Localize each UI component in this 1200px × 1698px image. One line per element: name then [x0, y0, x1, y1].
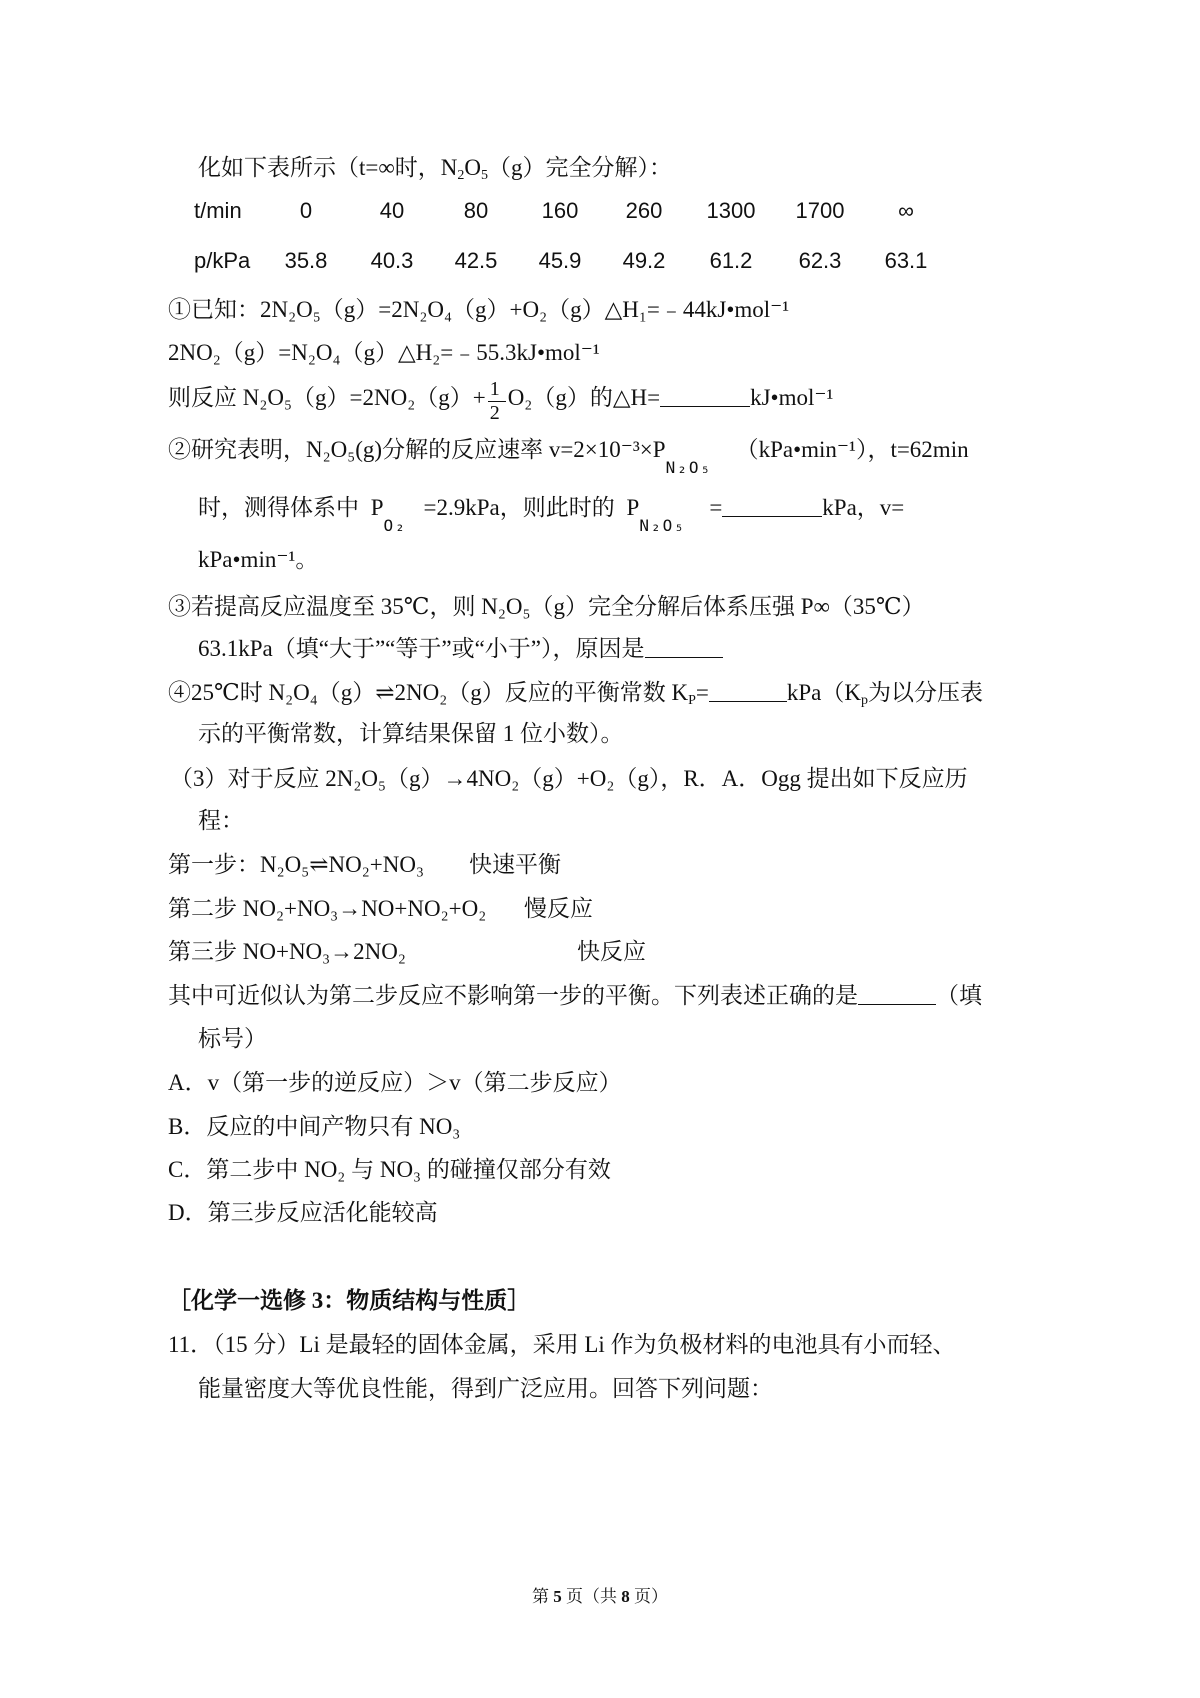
answer-blank-reason[interactable]: [645, 635, 723, 658]
q4-line2: 示的平衡常数，计算结果保留 1 位小数）。: [198, 721, 624, 746]
q1-line3-unit: kJ•mol⁻¹: [750, 385, 834, 410]
table-cell: 160: [541, 198, 579, 223]
q2-line1-text-b: （kPa•min⁻¹），t=62min: [735, 437, 969, 462]
part3-question-text-b: （填: [936, 983, 982, 1008]
q11-line2: 能量密度大等优良性能，得到广泛应用。回答下列问题：: [198, 1376, 773, 1401]
q1-line2: 2NO₂（g）=N₂O₄（g）△H₂=﹣55.3kJ•mol⁻¹: [168, 340, 600, 365]
table-cell: 1300: [706, 198, 756, 223]
part3-question: [168, 981, 982, 1011]
table-cell: 63.1: [884, 248, 928, 273]
table-cell: 80: [463, 198, 489, 223]
subscript-n2o5-text: N₂O₅: [665, 457, 713, 477]
fraction-numerator: 1: [489, 377, 500, 400]
option-d: D．第三步反应活化能较高: [168, 1200, 438, 1225]
q11-line1: 11．（15 分）Li 是最轻的固体金属，采用 Li 作为负极材料的电池具有小而轻、: [168, 1332, 956, 1357]
table-cell: 49.2: [622, 248, 666, 273]
fraction-denominator: 2: [489, 401, 500, 424]
answer-blank-pn2o5[interactable]: [722, 494, 822, 517]
q4-line1-text-c: kPa（K: [786, 680, 862, 705]
q2-line2-text-b: =2.9kPa，则此时的 P: [423, 495, 640, 520]
table-cell: 260: [625, 198, 663, 223]
table-row1-label: t/min: [194, 198, 242, 223]
table-cell: 45.9: [538, 248, 582, 273]
q2-line1-text: ②研究表明，N₂O₅(g)分解的反应速率 v=2×10⁻³×P: [168, 437, 666, 462]
subscript-o2: [383, 495, 424, 535]
q1-line3-text: 则反应 N₂O₅（g）=2NO₂（g）+: [168, 385, 486, 410]
table-cell: 42.5: [454, 248, 498, 273]
subscript-n2o5: [665, 437, 736, 477]
answer-blank-kp[interactable]: [709, 679, 787, 702]
q1-line3-text-b: O₂（g）的△H=: [507, 385, 661, 410]
q1-line3: [168, 377, 834, 424]
q2-line2-text: 时，测得体系中 P: [198, 495, 384, 520]
answer-blank-dh[interactable]: [660, 384, 750, 407]
footer-total-pages: 8: [621, 1587, 630, 1606]
step3-note: 快反应: [577, 939, 646, 964]
footer-mid: 页（共: [561, 1587, 622, 1606]
table-cell: 35.8: [284, 248, 328, 273]
q4-line1-text-d: 为以分压表: [868, 680, 984, 705]
q3-line1: ③若提高反应温度至 35℃，则 N₂O₅（g）完全分解后体系压强 P∞（35℃）: [168, 594, 925, 619]
subscript-n2o5-2-text: N₂O₅: [639, 515, 686, 535]
table-row2-label: p/kPa: [194, 248, 251, 273]
kp-subscript: P: [688, 693, 696, 708]
step1-note: 快速平衡: [469, 852, 561, 877]
q3-line2: [198, 634, 723, 664]
table-intro: 化如下表所示（t=∞时，$N_2O_5(g)$完全分解）：: [198, 155, 672, 183]
option-c: C．第二步中 NO₂ 与 NO₃ 的碰撞仅部分有效: [168, 1157, 611, 1182]
table-cell: 61.2: [709, 248, 753, 273]
page-footer: [0, 1582, 1200, 1607]
q2-line2: [198, 493, 905, 535]
q2-line1: [168, 435, 969, 477]
table-cell: 62.3: [798, 248, 842, 273]
answer-blank-choice[interactable]: [858, 982, 936, 1005]
table-cell: 1700: [795, 198, 845, 223]
footer-page-number: 5: [553, 1587, 562, 1606]
q4-line1-text: ④25℃时 N₂O₄（g）⇌2NO₂（g）反应的平衡常数 K: [168, 680, 689, 705]
part3-question-2: 标号）: [198, 1026, 267, 1051]
intro-text-2: O: [464, 155, 481, 180]
footer-suffix: 页）: [629, 1587, 668, 1606]
intro-text-1: 化如下表所示（t=∞时，N: [198, 155, 458, 180]
table-cell: ∞: [898, 198, 914, 223]
table-cell: 40.3: [370, 248, 414, 273]
section-title: ［化学一选修 3：物质结构与性质］: [168, 1288, 531, 1313]
q2-line2-eq: =: [709, 495, 723, 520]
subscript-o2-text: O₂: [383, 515, 407, 535]
table-cell: 40: [379, 198, 405, 223]
q4-line1: ④25℃时 N₂O₄（g）⇌2NO₂（g）反应的平衡常数 $K_P= kPa(K_p$为以分压表: [168, 680, 984, 708]
step3: 第三步 NO+NO₃→2NO₂: [168, 939, 406, 964]
q3-line2-text: 63.1kPa（填“大于”“等于”或“小于”），原因是: [198, 636, 645, 661]
table-cell: 0: [299, 198, 313, 223]
fraction-one-half: [488, 377, 506, 424]
part3-line1: （3）对于反应 2N₂O₅（g）→4NO₂（g）+O₂（g），R．A．Ogg 提出如下反应历: [170, 766, 968, 791]
step2: 第二步 NO₂+NO₃→NO+NO₂+O₂: [168, 896, 487, 921]
option-a: A．v（第一步的逆反应）＞v（第二步反应）: [168, 1070, 622, 1095]
step1: 第一步：N₂O₅⇌NO₂+NO₃: [168, 852, 424, 877]
step2-note: 慢反应: [524, 896, 593, 921]
part3-line2: 程：: [198, 808, 244, 833]
part3-question-text: 其中可近似认为第二步反应不影响第一步的平衡。下列表述正确的是: [168, 983, 858, 1008]
q2-line3: kPa•min⁻¹。: [198, 547, 319, 572]
subscript-n2o5-2: [639, 495, 709, 535]
footer-prefix: 第: [532, 1587, 554, 1606]
q4-eq: =: [695, 680, 709, 705]
q2-line2-text-d: kPa，v=: [822, 495, 905, 520]
option-b: B．反应的中间产物只有 NO₃: [168, 1114, 461, 1139]
q1-line1: ①已知：2N₂O₅（g）=2N₂O₄（g）+O₂（g）△H₁=﹣44kJ•mol⁻¹: [168, 297, 790, 322]
intro-text-3: （g）完全分解）：: [488, 155, 672, 180]
